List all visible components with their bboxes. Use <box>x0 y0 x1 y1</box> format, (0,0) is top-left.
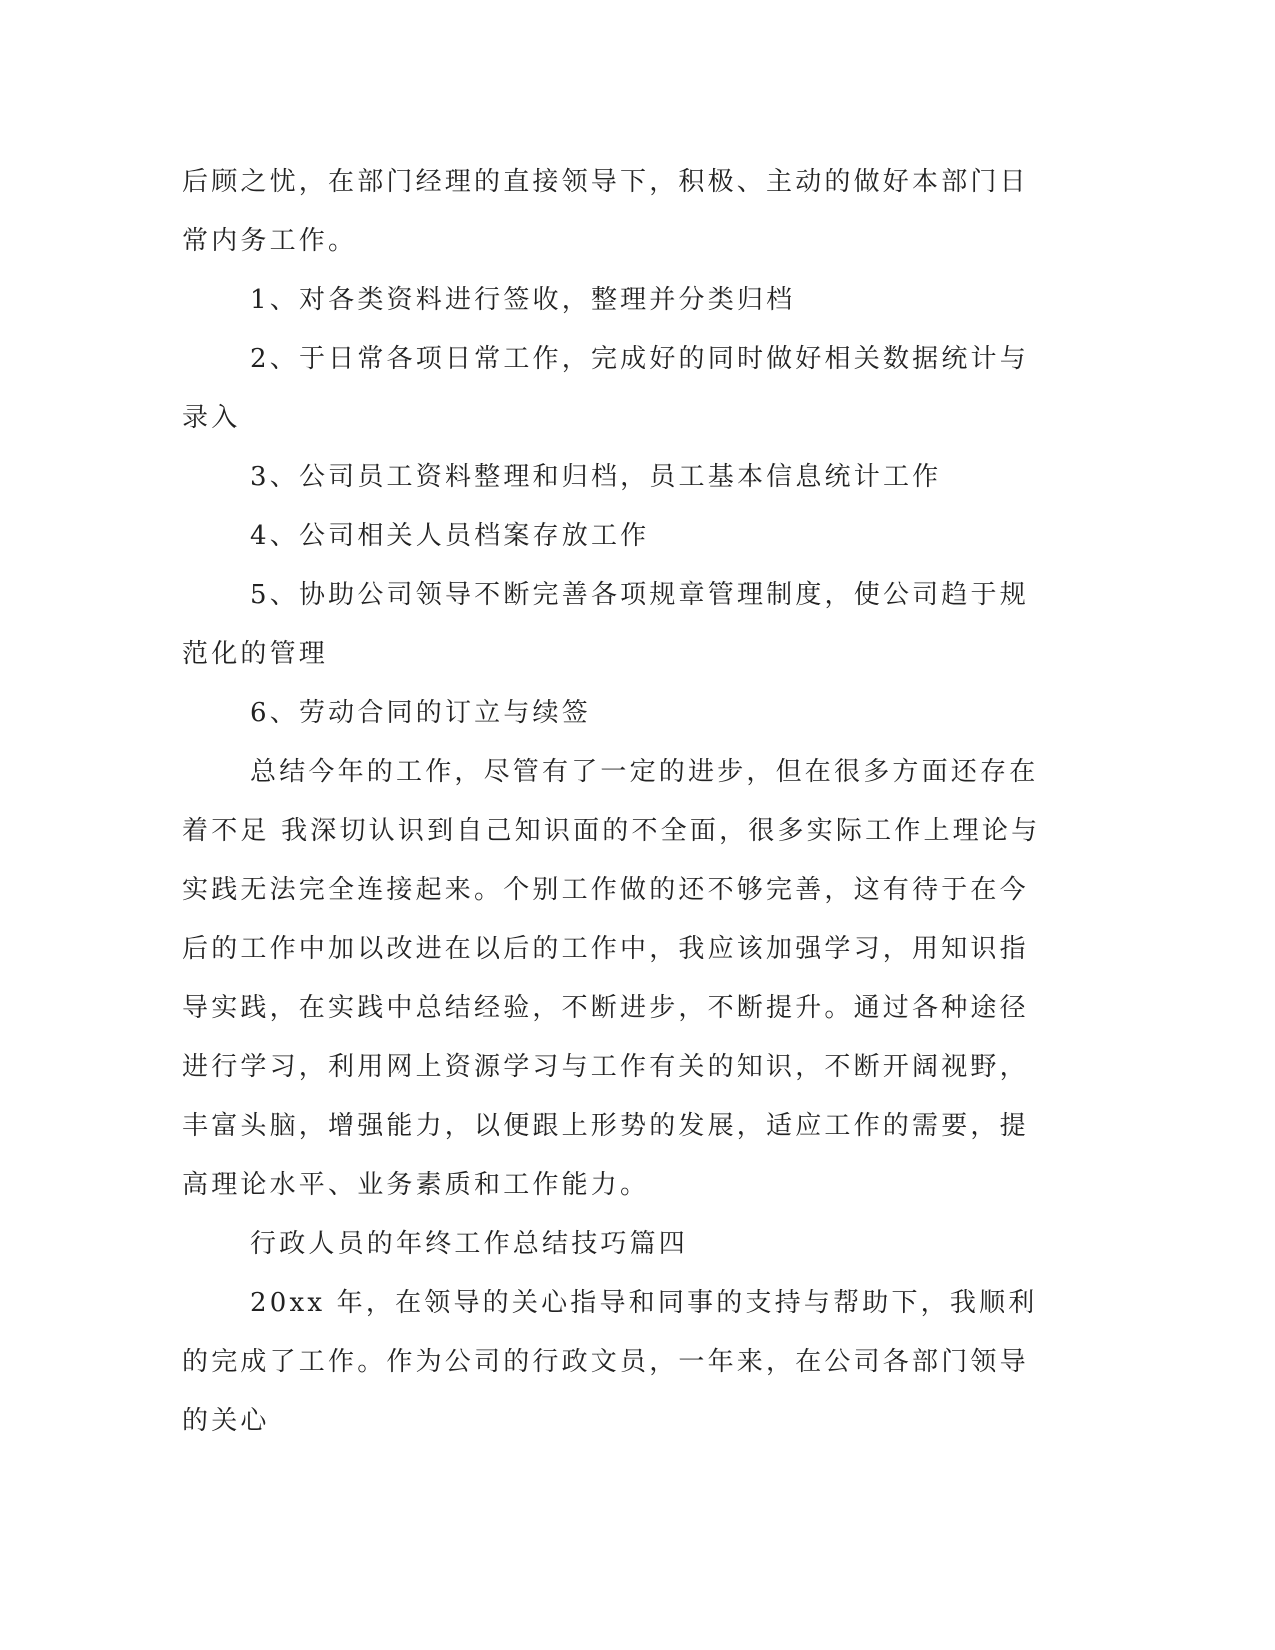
list-item-1: 1、对各类资料进行签收，整理并分类归档 <box>250 285 796 315</box>
document-body <box>182 153 1042 1451</box>
paragraph-intro-continued: 后顾之忧，在部门经理的直接领导下，积极、主动的做好本部门日常内务工作。 <box>182 167 1029 256</box>
list-item-4: 4、公司相关人员档案存放工作 <box>250 521 650 551</box>
paragraph-summary: 总结今年的工作，尽管有了一定的进步，但在很多方面还存在着不足 我深切认识到自己知识面的不全面，很多实际工作上理论与实践无法完全连接起来。个别工作做的还不够完善，这有待于在今后的工作中加以改进在以后的工作中，我应该加强学习，用知识指导实践，在实践中总结经验，不断进步，不断提升。通过各种途径进行学习，利用网上资源学习与工作有关的知识，不断开阔视野，丰富头脑，增强能力，以便跟上形势的发展，适应工作的需要，提高理论水平、业务素质和工作能力。 <box>182 757 1041 1200</box>
paragraph-section-four: 20xx 年，在领导的关心指导和同事的支持与帮助下，我顺利的完成了工作。作为公司的行政文员，一年来，在公司各部门领导的关心 <box>182 1288 1038 1436</box>
list-item-3: 3、公司员工资料整理和归档，员工基本信息统计工作 <box>250 462 942 492</box>
list-item-5: 5、协助公司领导不断完善各项规章管理制度，使公司趋于规范化的管理 <box>182 580 1029 669</box>
list-item-2: 2、于日常各项日常工作，完成好的同时做好相关数据统计与录入 <box>182 344 1029 433</box>
section-heading: 行政人员的年终工作总结技巧篇四 <box>250 1229 689 1259</box>
list-item-6: 6、劳动合同的订立与续签 <box>250 698 591 728</box>
